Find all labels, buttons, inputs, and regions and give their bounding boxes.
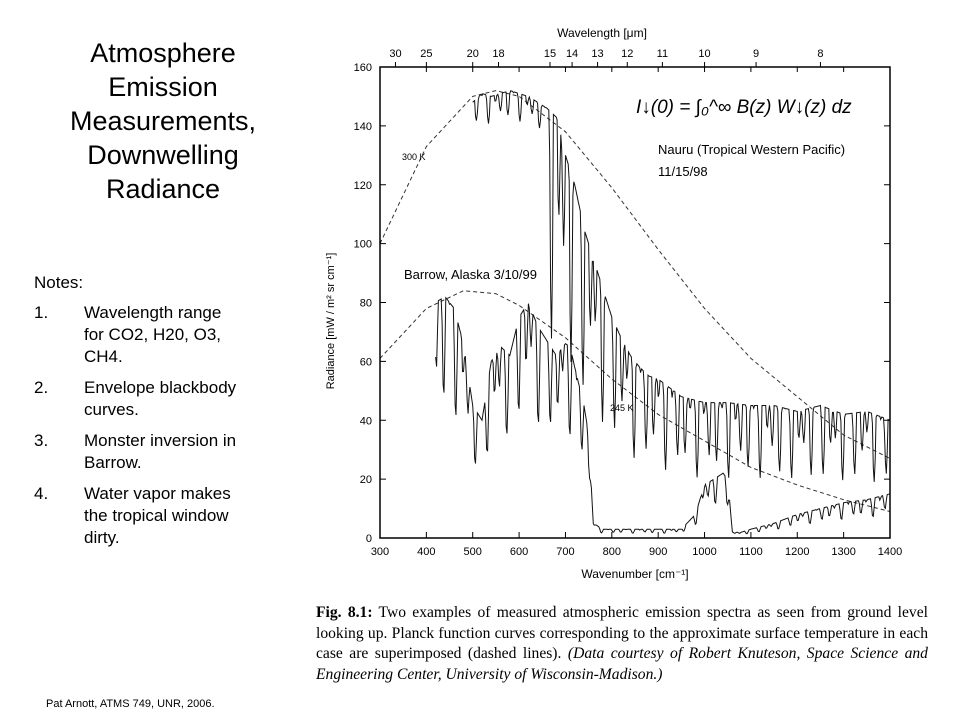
title-line: Downwelling <box>87 140 239 170</box>
figure-caption <box>316 603 928 685</box>
note-number: 4. <box>34 484 49 503</box>
y-tick-label: 40 <box>359 415 372 428</box>
notes-heading: Notes: <box>34 273 84 292</box>
note-item <box>34 430 244 474</box>
x-tick-label: 1400 <box>877 546 903 558</box>
note-text: Water vapor makes the tropical window dirty. <box>84 484 231 547</box>
y-tick-label: 100 <box>353 238 372 251</box>
y-tick-label: 20 <box>359 474 372 487</box>
top-tick-label: 30 <box>389 48 402 60</box>
x-tick-label: 300 <box>370 546 390 558</box>
notes-list <box>34 302 244 549</box>
top-tick-label: 11 <box>656 48 669 60</box>
note-number: 1. <box>34 303 49 322</box>
y-axis-label: Radiance [mW / m² sr cm⁻¹] <box>325 252 337 390</box>
x-tick-label: 600 <box>509 546 529 558</box>
top-tick-label: 13 <box>591 48 604 60</box>
caption-text: Two examples of measured atmospheric emission spectra as seen from ground level looking up. Planck function curves corresponding to the approximate surface temperature in each case are superimposed (dashed lines). <box>316 604 928 662</box>
x-tick-label: 700 <box>556 546 575 558</box>
plot-frame <box>380 67 890 538</box>
label-245k: 245 K <box>610 403 634 413</box>
top-axis-label: Wavelength [μm] <box>557 26 647 40</box>
y-tick-label: 120 <box>353 179 372 192</box>
x-tick-label: 900 <box>649 546 668 558</box>
top-tick-label: 10 <box>698 48 711 60</box>
y-tick-label: 0 <box>365 533 372 545</box>
x-tick-label: 400 <box>417 546 436 558</box>
x-tick-label: 1300 <box>831 546 856 558</box>
title-line: Measurements, <box>69 106 257 136</box>
author-credit: Pat Arnott, ATMS 749, UNR, 2006. <box>46 698 215 710</box>
top-tick-label: 20 <box>466 48 479 60</box>
x-tick-label: 500 <box>463 546 482 558</box>
top-tick-label: 12 <box>621 48 634 60</box>
top-tick-label: 8 <box>817 48 824 60</box>
y-tick-label: 140 <box>353 120 372 133</box>
note-text: Monster inversion in Barrow. <box>84 431 237 472</box>
x-tick-label: 1200 <box>785 546 810 558</box>
note-text: Wavelength range for CO2, H20, O3, CH4. <box>84 303 222 366</box>
title-line: Radiance <box>105 174 221 204</box>
barrow-spectrum-line <box>436 298 890 534</box>
note-item <box>34 483 244 549</box>
label-300k: 300 K <box>402 152 426 162</box>
x-tick-label: 1100 <box>739 546 763 558</box>
y-tick-label: 160 <box>353 62 372 74</box>
top-tick-label: 9 <box>752 48 760 60</box>
caption-credit: (Data courtesy of Robert Knuteson, Space Science and Engineering Center, University of Wisconsin-Madison.) <box>316 645 928 683</box>
top-tick-label: 18 <box>492 48 505 60</box>
note-number: 3. <box>34 431 49 450</box>
title-line: Emission <box>108 72 218 102</box>
note-item <box>34 302 244 368</box>
note-item <box>34 377 244 421</box>
x-axis-label: Wavenumber [cm⁻¹] <box>581 567 689 581</box>
note-text: Envelope blackbody curves. <box>84 378 237 419</box>
x-tick-label: 800 <box>602 546 621 558</box>
radiance-spectrum-chart <box>318 15 908 595</box>
equation-annotation: I↓(0) = ∫₀^∞ B(z) W↓(z) dz <box>636 97 852 118</box>
top-tick-label: 25 <box>420 48 433 60</box>
barrow-annotation: Barrow, Alaska 3/10/99 <box>404 267 537 282</box>
slide-title <box>40 36 286 206</box>
caption-label: Fig. 8.1: <box>316 604 373 621</box>
y-tick-label: 60 <box>359 356 372 369</box>
top-tick-label: 14 <box>565 48 579 60</box>
nauru-annotation: Nauru (Tropical Western Pacific) <box>658 142 846 157</box>
nauru-date-annotation: 11/15/98 <box>658 164 708 179</box>
notes-panel <box>34 272 244 558</box>
x-tick-label: 1000 <box>692 546 717 558</box>
top-tick-label: 15 <box>543 48 557 60</box>
title-line: Atmosphere <box>90 38 236 68</box>
note-number: 2. <box>34 378 49 397</box>
y-tick-label: 80 <box>359 297 372 310</box>
